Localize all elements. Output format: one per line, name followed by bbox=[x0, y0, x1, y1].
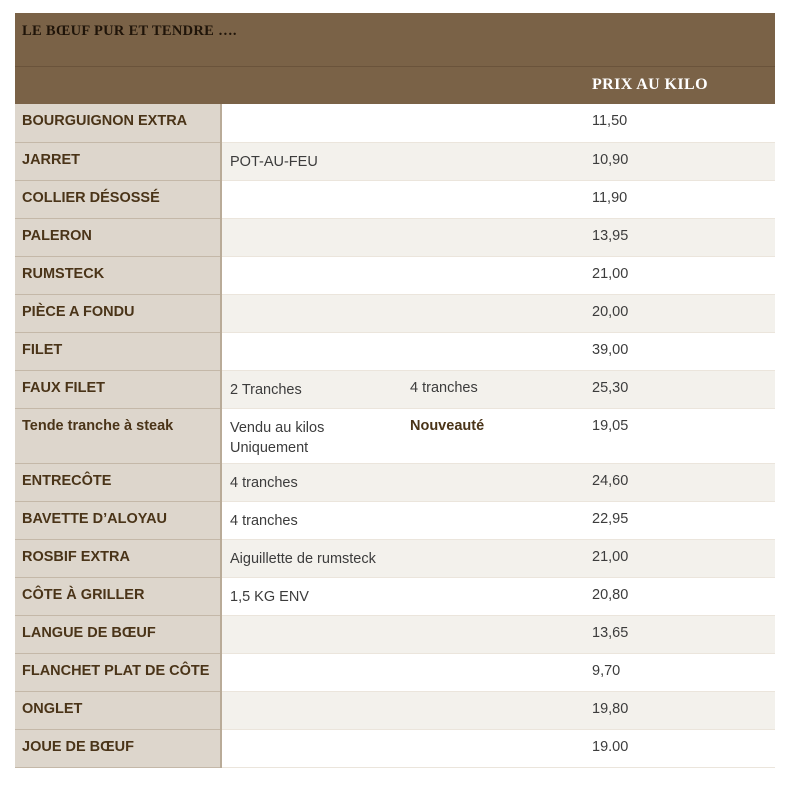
cut-detail-text: POT-AU-FEU bbox=[230, 153, 318, 170]
price-per-kilo: 20,00 bbox=[582, 294, 775, 332]
cut-name: JARRET bbox=[15, 142, 221, 180]
cut-option bbox=[402, 539, 582, 577]
cut-detail-text: 4 tranches bbox=[230, 474, 298, 491]
cut-detail-text: Aiguillette de rumsteck bbox=[230, 550, 376, 567]
cut-option bbox=[402, 729, 582, 767]
cut-detail bbox=[221, 370, 402, 408]
price-per-kilo: 20,80 bbox=[582, 577, 775, 615]
table-row bbox=[15, 577, 775, 615]
cut-option bbox=[402, 691, 582, 729]
cut-detail-text: 4 tranches bbox=[230, 512, 298, 529]
price-list bbox=[15, 13, 775, 768]
price-per-kilo: 39,00 bbox=[582, 332, 775, 370]
cut-option bbox=[402, 577, 582, 615]
cut-option bbox=[402, 463, 582, 501]
price-per-kilo: 19,80 bbox=[582, 691, 775, 729]
price-per-kilo: 22,95 bbox=[582, 501, 775, 539]
cut-detail-text: Vendu au kilos bbox=[230, 419, 325, 436]
table-row bbox=[15, 501, 775, 539]
cut-detail bbox=[221, 142, 402, 180]
column-header-bar bbox=[15, 67, 775, 104]
table-row bbox=[15, 463, 775, 501]
cut-detail bbox=[221, 332, 402, 370]
cut-name: ROSBIF EXTRA bbox=[15, 539, 221, 577]
table-row bbox=[15, 256, 775, 294]
cut-name: PALERON bbox=[15, 218, 221, 256]
cut-option bbox=[402, 653, 582, 691]
cut-name: FILET bbox=[15, 332, 221, 370]
cut-name: LANGUE DE BŒUF bbox=[15, 615, 221, 653]
table-row bbox=[15, 729, 775, 767]
cut-name: ENTRECÔTE bbox=[15, 463, 221, 501]
price-per-kilo: 24,60 bbox=[582, 463, 775, 501]
cut-name: ONGLET bbox=[15, 691, 221, 729]
cut-option bbox=[402, 294, 582, 332]
table-row bbox=[15, 294, 775, 332]
table-row bbox=[15, 691, 775, 729]
cut-option bbox=[402, 408, 582, 463]
table-row bbox=[15, 180, 775, 218]
cut-option bbox=[402, 256, 582, 294]
cut-detail bbox=[221, 691, 402, 729]
cut-detail bbox=[221, 218, 402, 256]
cut-detail-text: 2 Tranches bbox=[230, 381, 302, 398]
table-row bbox=[15, 142, 775, 180]
cut-name: JOUE DE BŒUF bbox=[15, 729, 221, 767]
cut-detail-text-line2: Uniquement bbox=[230, 439, 309, 456]
cut-option bbox=[402, 370, 582, 408]
cut-name: PIÈCE A FONDU bbox=[15, 294, 221, 332]
price-per-kilo: 19.00 bbox=[582, 729, 775, 767]
cut-detail bbox=[221, 180, 402, 218]
table-row bbox=[15, 615, 775, 653]
cut-name: COLLIER DÉSOSSÉ bbox=[15, 180, 221, 218]
price-per-kilo: 11,90 bbox=[582, 180, 775, 218]
price-per-kilo: 19,05 bbox=[582, 408, 775, 463]
table-row bbox=[15, 370, 775, 408]
table-row bbox=[15, 408, 775, 463]
cut-detail bbox=[221, 463, 402, 501]
price-per-kilo: 13,95 bbox=[582, 218, 775, 256]
cut-detail bbox=[221, 501, 402, 539]
cut-name: BAVETTE D’ALOYAU bbox=[15, 501, 221, 539]
cut-name: BOURGUIGNON EXTRA bbox=[15, 104, 221, 142]
page-title: LE BŒUF PUR ET TENDRE …. bbox=[22, 23, 237, 39]
cut-detail bbox=[221, 653, 402, 691]
table-row bbox=[15, 539, 775, 577]
price-per-kilo: 11,50 bbox=[582, 104, 775, 142]
price-table-body bbox=[15, 104, 775, 767]
cut-option bbox=[402, 501, 582, 539]
cut-option bbox=[402, 218, 582, 256]
price-per-kilo: 9,70 bbox=[582, 653, 775, 691]
cut-option-text: 4 tranches bbox=[410, 379, 478, 396]
cut-option bbox=[402, 615, 582, 653]
cut-name: CÔTE À GRILLER bbox=[15, 577, 221, 615]
table-row bbox=[15, 104, 775, 142]
cut-detail-text: 1,5 KG ENV bbox=[230, 588, 309, 605]
price-table bbox=[15, 104, 775, 768]
table-row bbox=[15, 653, 775, 691]
price-per-kilo: 13,65 bbox=[582, 615, 775, 653]
title-bar bbox=[15, 13, 775, 67]
table-row bbox=[15, 332, 775, 370]
cut-option bbox=[402, 104, 582, 142]
cut-detail bbox=[221, 577, 402, 615]
new-badge: Nouveauté bbox=[410, 417, 485, 434]
cut-option bbox=[402, 332, 582, 370]
cut-detail bbox=[221, 539, 402, 577]
cut-detail bbox=[221, 615, 402, 653]
cut-detail bbox=[221, 294, 402, 332]
price-per-kilo: 21,00 bbox=[582, 256, 775, 294]
price-per-kilo: 10,90 bbox=[582, 142, 775, 180]
cut-name: Tende tranche à steak bbox=[15, 408, 221, 463]
cut-name: FLANCHET PLAT DE CÔTE bbox=[15, 653, 221, 691]
cut-detail bbox=[221, 729, 402, 767]
price-column-header: PRIX AU KILO bbox=[592, 76, 708, 93]
cut-detail bbox=[221, 256, 402, 294]
cut-name: FAUX FILET bbox=[15, 370, 221, 408]
price-per-kilo: 21,00 bbox=[582, 539, 775, 577]
cut-detail bbox=[221, 408, 402, 463]
cut-name: RUMSTECK bbox=[15, 256, 221, 294]
cut-option bbox=[402, 142, 582, 180]
cut-option bbox=[402, 180, 582, 218]
cut-detail bbox=[221, 104, 402, 142]
price-per-kilo: 25,30 bbox=[582, 370, 775, 408]
table-row bbox=[15, 218, 775, 256]
